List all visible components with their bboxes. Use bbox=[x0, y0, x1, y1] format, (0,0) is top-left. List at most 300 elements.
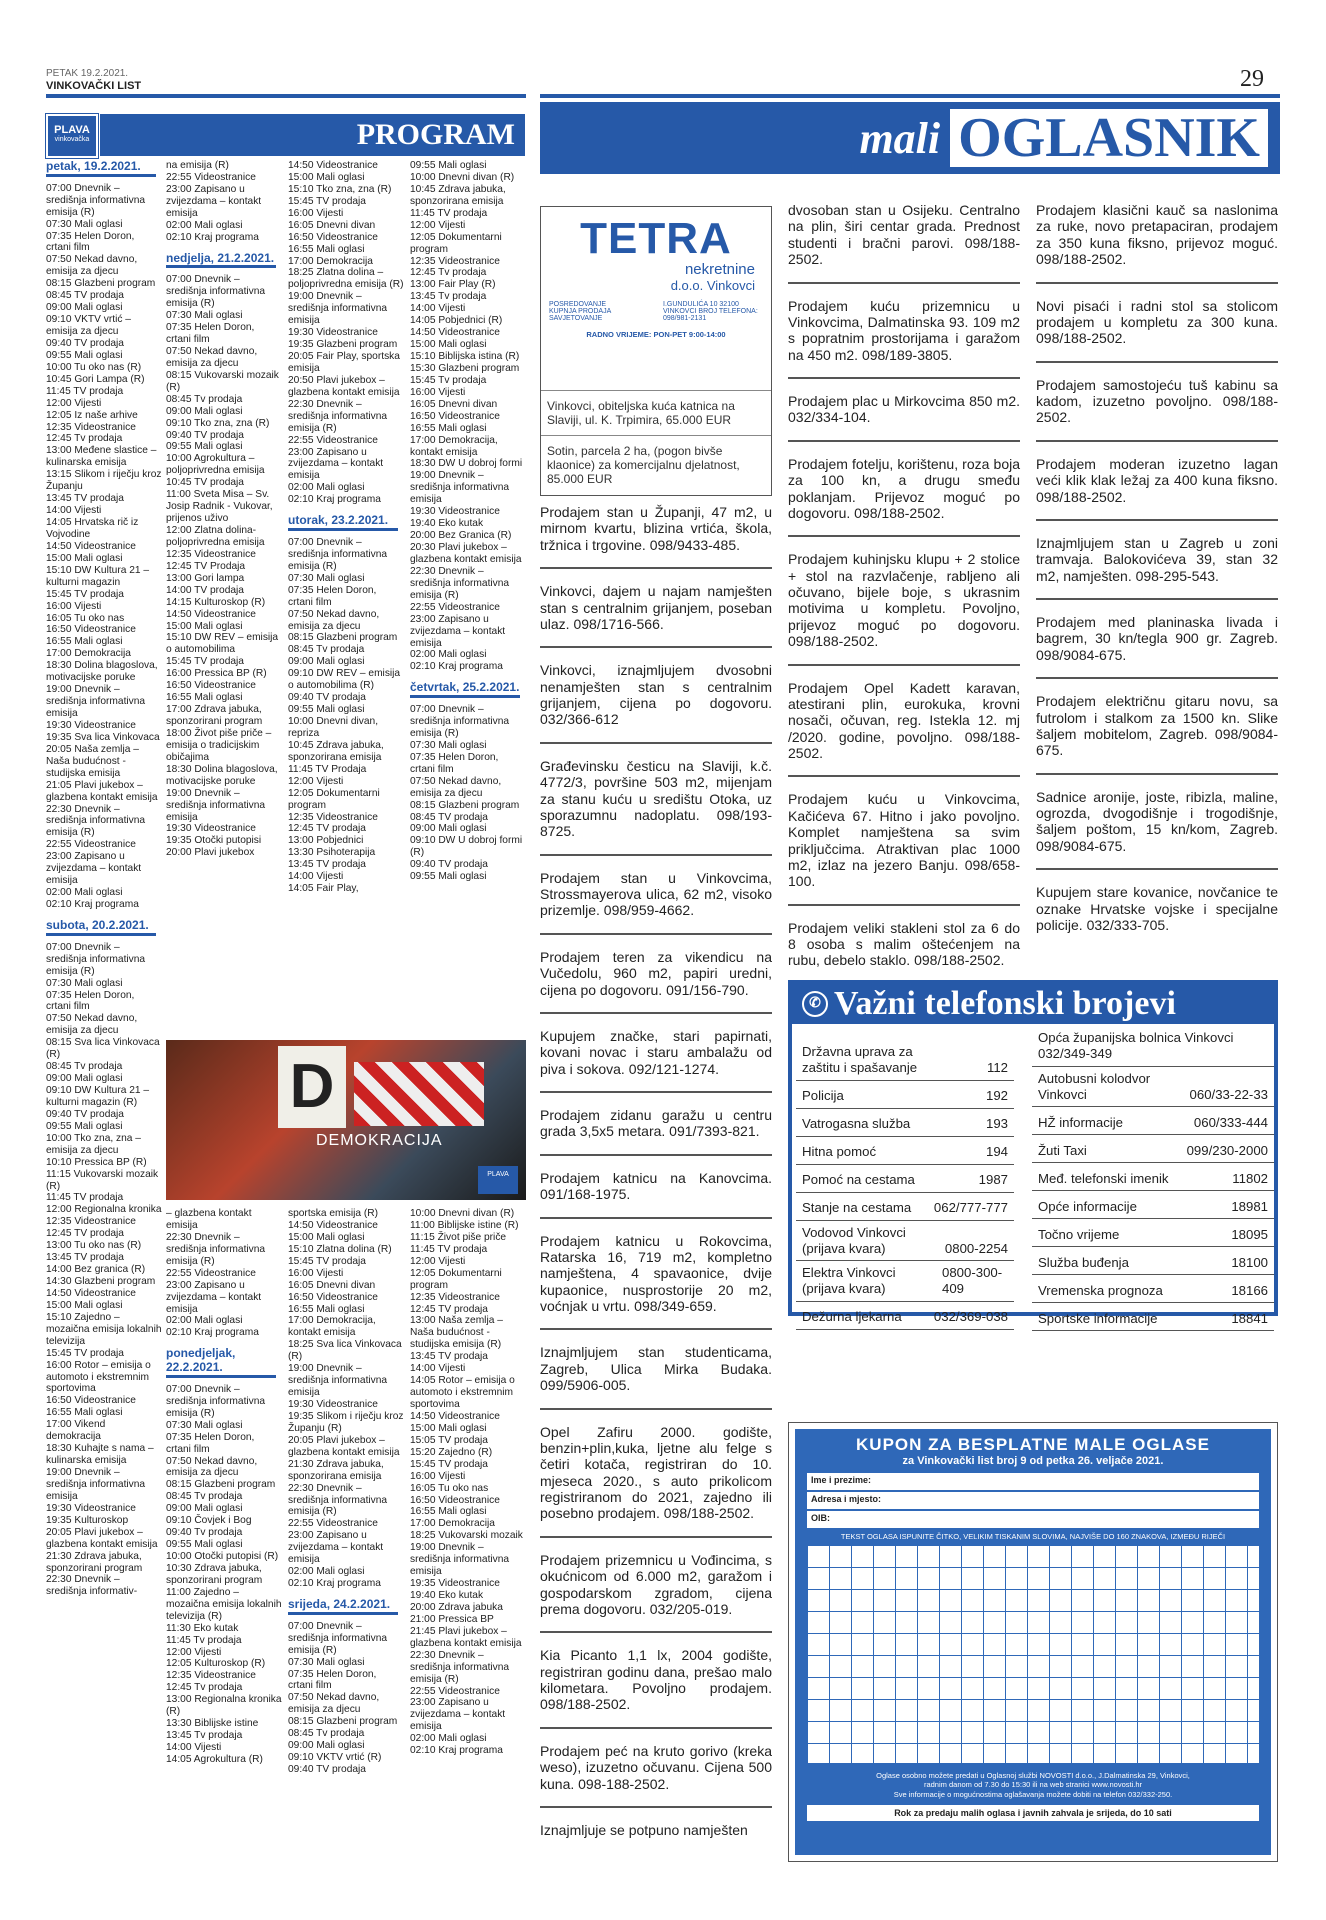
program-item: 07:50 Nekad davno, emisija za djecu bbox=[46, 1013, 138, 1037]
program-item: 16:55 Mali oglasi bbox=[166, 692, 243, 704]
phones-right-list bbox=[1032, 1067, 1274, 1332]
classified-ad: Prodajem med planinaska livada i bagrem, 30 kn/tegla 900 gr. Zagreb. 098/9084-675. bbox=[1036, 614, 1278, 679]
tetra-brand: TETRA bbox=[580, 214, 732, 263]
classified-ad: Prodajem kuću u Vinkovcima, Kačićeva 67. Hitno i jako povoljno. Komplet namještena sa svim priključcima. Atraktivan plac 1000 m2, izlaz na jezero Banju. 098/658-100. bbox=[788, 791, 1020, 905]
program-item: 19:00 Dnevnik – središnja informativna emisija bbox=[288, 291, 388, 327]
program-item: 20:05 Naša zemlja – Naša budućnost - studijska emisija bbox=[46, 743, 139, 779]
classified-ad: Prodajem stan u Vinkovcima, Strossmayerova ulica, 62 m2, visoko prizemlje. 098/959-4662. bbox=[540, 870, 772, 935]
program-item: 12:05 Dokumentarni program bbox=[288, 787, 380, 811]
classifieds-column-1 bbox=[540, 504, 772, 1874]
tv-column-2-top bbox=[166, 160, 282, 859]
program-item: 10:45 Gori Lampa (R) bbox=[46, 373, 145, 385]
program-item: 17:00 Zdrava jabuka, sponzorirani program bbox=[166, 704, 263, 728]
program-item: 16:50 Videostranice bbox=[288, 231, 378, 243]
classified-ad: Prodajem prizemnicu u Vođincima, s okućnicom od 6.000 m2, garažom i gospodarskom zgradom, cijena prema dogovoru. 032/205-019. bbox=[540, 1552, 772, 1634]
program-item: 19:40 Eko kutak bbox=[410, 518, 484, 530]
program-item: 09:00 Mali oglasi bbox=[166, 405, 243, 417]
program-item: 13:45 TV prodaja bbox=[46, 1252, 124, 1264]
program-item: na emisija (R) bbox=[166, 160, 229, 171]
classified-ad: Prodajem veliki stakleni stol za 6 do 8 osoba s malim oštećenjem na rubu, debelo staklo. 098/188-2502. bbox=[788, 919, 1020, 969]
program-item: 13:45 TV prodaja bbox=[288, 859, 366, 871]
program-item: 02:10 Kraj programa bbox=[166, 231, 259, 243]
program-item: 09:40 TV prodaja bbox=[410, 859, 488, 871]
phone-service-name: Stanje na cestama bbox=[802, 1199, 912, 1215]
program-item: 15:10 DW Kultura 21 – kulturni magazin bbox=[46, 564, 150, 588]
program-item: 19:35 Sva lica Vinkovaca bbox=[46, 731, 160, 743]
program-item: 12:05 Kulturoskop (R) bbox=[166, 1658, 266, 1670]
program-item: 22:30 Dnevnik – središnja informativna emisija (R) bbox=[410, 565, 510, 601]
tetra-listing-2: Sotin, parcela 2 ha, (pogon bivše klaonice) za komercijalnu djelatnost, 85.000 EUR bbox=[547, 444, 740, 486]
program-item: 18:30 Dolina blagoslova, motivacijske poruke bbox=[166, 763, 278, 787]
program-item: 16:50 Videostranice bbox=[410, 410, 500, 422]
program-item: 16:50 Videostranice bbox=[46, 624, 136, 636]
phone-number: 18841 bbox=[1231, 1310, 1268, 1326]
phone-service-name: Hitna pomoć bbox=[802, 1143, 877, 1159]
program-item: 19:00 Dnevnik – središnja informativna emisija bbox=[166, 787, 266, 823]
program-item: 15:10 Zlatna dolina (R) bbox=[288, 1243, 392, 1255]
coupon-address-field[interactable]: Adresa i mjesto: bbox=[807, 1492, 1259, 1509]
tv-column-4-bottom bbox=[410, 1208, 526, 1757]
phone-service-name: Vatrogasna služba bbox=[802, 1115, 911, 1131]
program-item: 22:55 Videostranice bbox=[288, 1518, 378, 1530]
program-item: 14:50 Videostranice bbox=[46, 540, 136, 552]
program-item: 15:00 Mali oglasi bbox=[166, 620, 243, 632]
program-item: 12:45 TV prodaja bbox=[288, 823, 366, 835]
classified-ad: Kupujem značke, stari papirnati, kovani novac i staru ambalažu od piva i sokova. 092/121-1274. bbox=[540, 1028, 772, 1093]
logo-sub: vinkovačka bbox=[54, 136, 90, 143]
program-item: 08:15 Glazbeni program bbox=[46, 278, 156, 290]
letter-d-block: D bbox=[278, 1046, 346, 1128]
program-item: 19:30 Videostranice bbox=[288, 327, 378, 339]
program-item: 02:00 Mali oglasi bbox=[410, 1733, 487, 1745]
classified-ad: Prodajem moderan izuzetno lagan veći klik klak ležaj za 400 kuna fiksno. 098/188-2502. bbox=[1036, 456, 1278, 521]
program-item: 02:00 Mali oglasi bbox=[410, 649, 487, 661]
newspaper-name: VINKOVAČKI LIST bbox=[46, 80, 142, 92]
program-item: 14:00 Vijesti bbox=[46, 505, 102, 517]
phones-title-text: Važni telefonski brojevi bbox=[834, 985, 1176, 1022]
program-item: 22:30 Dnevnik – središnja informativna emisija (R) bbox=[288, 398, 388, 434]
program-item: 19:30 Videostranice bbox=[410, 506, 500, 518]
program-item: 20:50 Plavi jukebox – glazbena kontakt emisija bbox=[288, 374, 400, 398]
program-item: 11:45 TV prodaja bbox=[410, 1243, 488, 1255]
program-item: 20:05 Plavi jukebox – glazbena kontakt emisija bbox=[46, 1526, 158, 1550]
program-item: 19:00 Dnevnik – središnja informativna emisija bbox=[410, 470, 510, 506]
logo-text: PLAVA bbox=[54, 124, 90, 136]
program-item: 07:00 Dnevnik – središnja informativna emisija (R) bbox=[288, 1620, 388, 1656]
phone-number: 0800-2254 bbox=[944, 1240, 1008, 1256]
phone-service-name: Državna uprava za zaštitu i spašavanje bbox=[802, 1044, 918, 1075]
coupon-oib-field[interactable]: OIB: bbox=[807, 1511, 1259, 1528]
program-item: 12:45 Tv prodaja bbox=[46, 433, 123, 445]
program-item: sportska emisija (R) bbox=[288, 1208, 379, 1219]
program-item: 08:15 Sva lica Vinkovaca (R) bbox=[46, 1037, 160, 1061]
program-item: 22:55 Videostranice bbox=[410, 601, 500, 613]
program-item: 11:45 TV Prodaja bbox=[288, 763, 367, 775]
program-item: 08:15 Glazbeni program bbox=[288, 1716, 398, 1728]
program-item: 14:15 Kulturoskop (R) bbox=[166, 596, 266, 608]
program-item: 14:05 Hrvatska rič iz Vojvodine bbox=[46, 517, 139, 540]
program-item: 10:00 Tu oko nas (R) bbox=[46, 361, 142, 373]
program-item: 15:00 Mali oglasi bbox=[410, 339, 487, 351]
program-item: 18:25 Sva lica Vinkovaca (R) bbox=[288, 1339, 402, 1363]
phone-number: 099/230-2000 bbox=[1186, 1142, 1268, 1158]
program-item: 09:10 Čovjek i Bog bbox=[166, 1515, 252, 1527]
program-item: 10:00 Dnevni divan (R) bbox=[410, 1208, 515, 1219]
program-item: 08:15 Glazbeni program bbox=[288, 632, 398, 644]
coupon-foot-3: Sve informacije o mogućnostima oglašavanja možete dobiti na telefon 032/332-250. bbox=[893, 1789, 1173, 1799]
phone-row bbox=[796, 1193, 1014, 1221]
classified-ad: Prodajem stan u Županji, 47 m2, u mirnom kvartu, blizina vrtića, škola, tržnica i trgovine. 098/9433-485. bbox=[540, 504, 772, 569]
program-item: 23:00 Zapisano u zvijezdama – kontakt emisija bbox=[166, 1279, 262, 1315]
program-item: 13:00 Regionalna kronika (R) bbox=[166, 1694, 282, 1718]
phone-service-name: Vremenska prognoza bbox=[1038, 1282, 1163, 1298]
phone-service-name: Autobusni kolodvor Vinkovci bbox=[1038, 1070, 1151, 1102]
program-item: 15:00 Mali oglasi bbox=[288, 1231, 365, 1243]
phone-service-name: Služba buđenja bbox=[1038, 1254, 1129, 1270]
program-item: 19:00 Dnevnik – središnja informativna emisija bbox=[288, 1363, 388, 1399]
phones-title bbox=[792, 984, 1274, 1024]
program-item: 14:50 Videostranice bbox=[46, 1287, 136, 1299]
program-item: 13:45 TV prodaja bbox=[46, 493, 124, 505]
program-item: 13:00 Naša zemlja – Naša budućnost - studijska emisija (R) bbox=[410, 1315, 503, 1351]
phone-row bbox=[1032, 1135, 1274, 1163]
program-item: 19:35 Videostranice bbox=[410, 1578, 500, 1590]
program-item: 12:45 TV Prodaja bbox=[166, 560, 246, 572]
tv-column-3-top bbox=[288, 160, 404, 895]
phone-number: 18095 bbox=[1231, 1226, 1268, 1242]
program-item: 14:00 Bez granica (R) bbox=[46, 1264, 146, 1276]
program-item: 15:45 Tv prodaja bbox=[410, 374, 487, 386]
program-item: 15:45 TV prodaja bbox=[46, 588, 124, 600]
program-item: 20:00 Zdrava jabuka bbox=[410, 1601, 503, 1613]
program-item: 02:00 Mali oglasi bbox=[288, 1566, 365, 1578]
program-item: 15:45 TV prodaja bbox=[288, 195, 366, 207]
tetra-address: I.GUNDULIĆA 10 32100 VINKOVCI BROJ TELEFONA: 098/981-2131 bbox=[663, 301, 758, 322]
phone-row bbox=[796, 1221, 1014, 1262]
program-item: 13:00 Međene slastice – kulinarska emisija bbox=[46, 445, 157, 469]
phone-row bbox=[1032, 1247, 1274, 1275]
classified-ad: Kia Picanto 1,1 lx, 2004 godište, registriran godinu dana, prešao malo kilometara. Povoljno prodajem. 098/188-2502. bbox=[540, 1647, 772, 1729]
program-item: 07:30 Mali oglasi bbox=[166, 1419, 243, 1431]
classified-ad: Prodajem električnu gitaru novu, sa futrolom i stalkom za 1500 kn. Slike šaljem mobitelom, Zagreb. 098/9084-675. bbox=[1036, 693, 1278, 775]
program-item: 16:05 Tu oko nas bbox=[410, 1482, 489, 1494]
program-item: 13:30 Psihoterapija bbox=[288, 847, 376, 859]
program-item: 09:00 Mali oglasi bbox=[46, 1073, 123, 1085]
program-item: 16:50 Videostranice bbox=[288, 1291, 378, 1303]
program-item: 07:50 Nekad davno, emisija za djecu bbox=[46, 254, 138, 278]
program-item: 08:45 TV prodaja bbox=[46, 290, 124, 302]
program-item: 12:00 Regionalna kronika bbox=[46, 1204, 162, 1216]
program-item: 14:50 Videostranice bbox=[410, 1410, 500, 1422]
phone-number: 060/333-444 bbox=[1193, 1114, 1268, 1130]
program-item: 18:25 Vukovarski mozaik bbox=[410, 1530, 523, 1542]
program-item: 20:30 Plavi jukebox – glazbena kontakt emisija bbox=[410, 542, 522, 565]
classified-ad: Prodajem katnicu na Kanovcima. 091/168-1975. bbox=[540, 1170, 772, 1219]
program-item: 11:15 Život piše priče bbox=[410, 1231, 507, 1243]
program-item: 14:05 Fair Play, bbox=[288, 883, 359, 895]
program-item: 12:00 Vijesti bbox=[166, 1646, 222, 1658]
classified-ad: Iznajmljujem stan u Zagreb u zoni tramvaja. Balokovićeva 39, stan 32 m2, namješten. 098-295-543. bbox=[1036, 535, 1278, 600]
program-item: 19:30 Videostranice bbox=[46, 1502, 136, 1514]
program-item: 14:50 Videostranice bbox=[410, 327, 500, 339]
program-item: 08:45 Tv prodaja bbox=[288, 1728, 365, 1740]
program-item: 14:05 Pobjednici (R) bbox=[410, 315, 503, 327]
tv-column-3-bottom bbox=[288, 1208, 404, 1776]
header-rule-right bbox=[540, 94, 1280, 98]
coupon-foot-1: Oglase osobno možete predati u Oglasnoj službi NOVOSTI d.o.o., J.Dalmatinska 29, Vinkovci, bbox=[876, 1771, 1190, 1780]
program-item: 09:10 VKTV vrtić (R) bbox=[288, 1752, 382, 1764]
program-item: 16:00 Vijesti bbox=[46, 600, 102, 612]
program-item: 16:00 Vijesti bbox=[288, 207, 344, 219]
program-item: 16:00 Vijesti bbox=[410, 1470, 466, 1482]
phone-number: 032/369-038 bbox=[933, 1309, 1008, 1325]
program-item: 15:10 Biblijska istina (R) bbox=[410, 351, 520, 362]
program-item: 08:45 Tv prodaja bbox=[166, 393, 243, 405]
phone-row bbox=[796, 1109, 1014, 1137]
program-item: 19:35 Kulturoskop bbox=[46, 1514, 129, 1526]
phone-icon: ✆ bbox=[802, 991, 828, 1017]
program-item: 14:50 Videostranice bbox=[288, 160, 378, 171]
plava-logo bbox=[46, 114, 98, 158]
coupon-text-grid[interactable] bbox=[807, 1545, 1259, 1763]
classified-ad: Sadnice aronije, joste, ribizla, maline, ogrozda, dvogodišnje i trogodišnje, šaljem poštom, 15 kn/kom, Zagreb. 098/9084-675. bbox=[1036, 789, 1278, 871]
program-item: 22:30 Dnevnik – središnja informativ- bbox=[46, 1574, 138, 1598]
day-heading: nedjelja, 21.2.2021. bbox=[166, 252, 276, 269]
phone-service-name: Opće informacije bbox=[1038, 1198, 1137, 1214]
phone-number: 18166 bbox=[1231, 1282, 1268, 1298]
tv-column-4-top bbox=[410, 160, 526, 883]
demokracija-photo bbox=[166, 1040, 526, 1200]
classified-ad: Prodajem Opel Kadett karavan, atestirani plin, eurokuka, krovni nosači, očuvan, reg. Istekla 12. mj /2020. godine, povoljno. 098/188-2502. bbox=[788, 680, 1020, 778]
program-item: 09:10 DW REV – emisija o automobilima (R) bbox=[288, 668, 401, 692]
phone-row bbox=[1032, 1303, 1274, 1331]
program-item: 15:45 TV prodaja bbox=[410, 1458, 488, 1470]
coupon-foot-2: radnim danom od 7.30 do 15:30 ili na web stranici www.novosti.hr bbox=[923, 1780, 1143, 1790]
program-item: 02:00 Mali oglasi bbox=[288, 482, 365, 494]
program-item: 13:30 Biblijske istine bbox=[166, 1718, 259, 1730]
program-item: 19:00 Dnevnik – središnja informativna emisija bbox=[410, 1542, 510, 1578]
program-item: 12:35 Videostranice bbox=[288, 811, 378, 823]
header-rule-left bbox=[46, 94, 526, 98]
program-item: 11:45 TV prodaja bbox=[46, 1192, 124, 1204]
program-item: 22:30 Dnevnik – središnja informativna emisija (R) bbox=[46, 803, 146, 839]
program-item: 07:30 Mali oglasi bbox=[410, 739, 487, 751]
day-heading: subota, 20.2.2021. bbox=[46, 919, 156, 936]
classified-ad: dvosoban stan u Osijeku. Centralno na plin, širi centar grada. Prednost studenti i bračni parovi. 098/188-2502. bbox=[788, 202, 1020, 284]
classifieds-column-2 bbox=[788, 202, 1020, 997]
program-item: 13:45 Tv prodaja bbox=[166, 1730, 243, 1742]
program-item: 09:00 Mali oglasi bbox=[166, 1503, 243, 1515]
program-item: 13:00 Tu oko nas (R) bbox=[46, 1240, 142, 1252]
program-item: 22:55 Videostranice bbox=[410, 1685, 500, 1697]
phone-number: 062/777-777 bbox=[933, 1199, 1008, 1215]
phone-number: 18100 bbox=[1231, 1254, 1268, 1270]
phone-service-name: Međ. telefonski imenik bbox=[1038, 1170, 1169, 1186]
program-item: 15:00 Mali oglasi bbox=[288, 171, 365, 183]
program-item: 16:50 Videostranice bbox=[410, 1494, 500, 1506]
coupon-footer bbox=[801, 1771, 1265, 1799]
program-item: 08:45 Tv prodaja bbox=[46, 1061, 123, 1073]
program-item: 20:05 Plavi jukebox – glazbena kontakt emisija bbox=[288, 1434, 400, 1458]
program-item: 09:55 Mali oglasi bbox=[46, 1120, 123, 1132]
program-item: 18:30 DW U dobroj formi bbox=[410, 458, 523, 470]
page-number: 29 bbox=[1240, 66, 1264, 92]
program-item: 14:00 Vijesti bbox=[410, 303, 466, 315]
program-item: 07:35 Helen Doron, crtani film bbox=[166, 1431, 255, 1455]
classified-ad: Prodajem klasični kauč sa naslonima za ruke, novo pretapaciran, prodajem za 350 kuna fiksno, prijevoz moguć. 098/188-2502. bbox=[1036, 202, 1278, 284]
program-item: 15:45 TV prodaja bbox=[166, 656, 244, 668]
program-item: – glazbena kontakt emisija bbox=[166, 1208, 252, 1231]
program-item: 12:45 Tv prodaja bbox=[166, 1682, 243, 1694]
classified-ad: Vinkovci, dajem u najam namješten stan s centralnim grijanjem, poseban ulaz. 098/1716-566. bbox=[540, 583, 772, 648]
program-item: 07:30 Mali oglasi bbox=[166, 310, 243, 322]
phone-service-name: Policija bbox=[802, 1087, 844, 1103]
phone-service-name: Vodovod Vinkovci (prijava kvara) bbox=[802, 1224, 906, 1256]
oglasnik-mali: mali bbox=[859, 113, 941, 163]
program-item: 17:00 Demokracija, kontakt emisija bbox=[410, 434, 498, 458]
program-item: 13:00 Gori lampa bbox=[166, 572, 245, 584]
program-item: 12:00 Vijesti bbox=[288, 775, 344, 787]
day-heading: petak, 19.2.2021. bbox=[46, 160, 156, 177]
program-item: 15:00 Mali oglasi bbox=[46, 1299, 123, 1311]
program-item: 12:35 Videostranice bbox=[410, 1291, 500, 1303]
program-item: 10:30 Zdrava jabuka, sponzorirani program bbox=[166, 1562, 263, 1586]
channel-badge bbox=[478, 1166, 518, 1194]
program-item: 13:00 Pobjednici bbox=[288, 835, 364, 847]
classified-ad: Prodajem kuhinjsku klupu + 2 stolice + stol na razvlačenje, rabljeno ali očuvano, bijele boje, s ukrasnim motivima u kompletu. Povoljno, prijevoz moguć po dogovoru. 098/188-2502. bbox=[788, 551, 1020, 665]
program-item: 16:50 Videostranice bbox=[46, 1395, 136, 1407]
phone-service-name: Točno vrijeme bbox=[1038, 1226, 1120, 1242]
program-item: 10:00 Agrokultura – poljoprivredna emisija bbox=[166, 453, 265, 477]
day-heading: četvrtak, 25.2.2021. bbox=[410, 681, 520, 698]
program-item: 09:55 Mali oglasi bbox=[46, 349, 123, 361]
program-item: 14:05 Agrokultura (R) bbox=[166, 1753, 263, 1765]
program-item: 12:00 Zlatna dolina-poljoprivredna emisija bbox=[166, 525, 265, 548]
program-item: 09:40 Tv prodaja bbox=[166, 1527, 243, 1539]
program-item: 07:00 Dnevnik – središnja informativna emisija (R) bbox=[166, 1383, 266, 1419]
program-item: 15:45 TV prodaja bbox=[288, 1255, 366, 1267]
phones-left-column bbox=[796, 1040, 1014, 1330]
program-item: 22:30 Dnevnik – središnja informativna emisija (R) bbox=[410, 1649, 510, 1685]
program-item: 11:30 Eko kutak bbox=[166, 1622, 239, 1634]
program-item: 14:50 Videostranice bbox=[166, 608, 256, 620]
program-item: 20:05 Fair Play, sportska emisija bbox=[288, 351, 400, 374]
program-item: 15:10 Zajedno – mozaična emisija lokalnih televizija bbox=[46, 1311, 162, 1347]
program-item: 18:00 Život piše priče – emisija o tradicijskim običajima bbox=[166, 727, 272, 763]
program-item: 08:15 Glazbeni program bbox=[410, 799, 520, 811]
program-item: 10:00 Tko zna, zna – emisija za djecu bbox=[46, 1132, 141, 1156]
tetra-listing-1: Vinkovci, obiteljska kuća katnica na Slaviji, ul. K. Trpimira, 65.000 EUR bbox=[541, 391, 771, 436]
program-item: 21:05 Plavi jukebox – glazbena kontakt emisija bbox=[46, 779, 158, 803]
program-item: 19:40 Eko kutak bbox=[410, 1590, 484, 1601]
program-item: 12:00 Vijesti bbox=[46, 397, 102, 409]
program-item: 16:00 Rotor – emisija o automoto i ekstremnim sportovima bbox=[46, 1359, 151, 1395]
program-item: 16:05 Dnevni divan bbox=[410, 398, 498, 410]
program-item: 08:45 TV prodaja bbox=[410, 811, 488, 823]
program-item: 07:35 Helen Doron, crtani film bbox=[166, 322, 255, 346]
program-item: 07:50 Nekad davno, emisija za djecu bbox=[288, 608, 380, 632]
program-item: 21:45 Plavi jukebox – glazbena kontakt emisija bbox=[410, 1625, 522, 1649]
program-item: 13:45 Tv prodaja bbox=[410, 291, 487, 303]
program-item: 10:45 Zdrava jabuka, sponzorirana emisija bbox=[410, 183, 506, 207]
program-item: 12:00 Vijesti bbox=[410, 219, 466, 231]
oglasnik-banner bbox=[540, 102, 1280, 174]
program-item: 09:40 TV prodaja bbox=[288, 692, 366, 704]
program-item: 02:00 Mali oglasi bbox=[166, 1315, 243, 1327]
coupon-title: KUPON ZA BESPLATNE MALE OGLASE bbox=[856, 1435, 1210, 1454]
program-item: 13:00 Fair Play (R) bbox=[410, 279, 496, 291]
phone-row bbox=[1032, 1107, 1274, 1135]
program-item: 07:30 Mali oglasi bbox=[288, 572, 365, 584]
program-item: 16:05 Tu oko nas bbox=[46, 612, 125, 624]
program-item: 07:35 Helen Doron, crtani film bbox=[288, 1668, 377, 1692]
program-item: 10:45 Zdrava jabuka, sponzorirana emisija bbox=[288, 739, 384, 763]
coupon-name-field[interactable]: Ime i prezime: bbox=[807, 1473, 1259, 1490]
program-item: 16:00 Vijesti bbox=[410, 386, 466, 398]
phone-row bbox=[796, 1137, 1014, 1165]
coupon-free-ads bbox=[788, 1422, 1278, 1862]
program-item: 20:00 Plavi jukebox bbox=[166, 847, 255, 859]
program-item: 09:00 Mali oglasi bbox=[46, 302, 123, 314]
program-item: 11:00 Sveta Misa – Sv. Josip Radnik - Vukovar, prijenos uživo bbox=[166, 489, 273, 525]
tv-column-1 bbox=[46, 160, 162, 1598]
program-item: 16:55 Mali oglasi bbox=[288, 243, 365, 255]
program-item: 16:05 Dnevni divan bbox=[288, 1279, 376, 1291]
program-item: 17:00 Demokracija bbox=[46, 648, 131, 660]
program-item: 22:30 Dnevnik – središnja informativna emisija (R) bbox=[288, 1482, 388, 1518]
issue-date: PETAK 19.2.2021. bbox=[46, 68, 129, 79]
program-item: 10:45 TV prodaja bbox=[166, 477, 244, 489]
program-item: 09:55 Mali oglasi bbox=[410, 160, 487, 171]
day-heading: ponedjeljak, 22.2.2021. bbox=[166, 1347, 276, 1378]
phone-service-name: Sportske informacije bbox=[1038, 1310, 1158, 1326]
program-item: 16:55 Mali oglasi bbox=[410, 422, 487, 434]
classified-ad: Građevinsku česticu na Slaviji, k.č. 4772/3, površine 503 m2, mijenjam za stanu kuću u središtu Otoka, uz sporazumnu nadoplatu. 098/193-8725. bbox=[540, 758, 772, 856]
program-item: 14:05 Rotor – emisija o automoto i ekstremnim sportovima bbox=[410, 1375, 515, 1410]
program-item: 08:15 Glazbeni program bbox=[166, 1479, 276, 1491]
croatian-flag-image bbox=[354, 1062, 484, 1126]
program-item: 07:00 Dnevnik – središnja informativna emisija (R) bbox=[166, 274, 266, 310]
program-item: 16:05 Dnevni divan bbox=[288, 219, 376, 231]
program-item: 09:40 TV prodaja bbox=[46, 337, 124, 349]
program-item: 12:35 Videostranice bbox=[410, 255, 500, 267]
phone-row-hospital bbox=[1032, 1026, 1274, 1067]
program-item: 22:55 Videostranice bbox=[166, 1267, 256, 1279]
program-item: 21:30 Zdrava jabuka, sponzorirani program bbox=[46, 1550, 143, 1574]
program-item: 09:40 TV prodaja bbox=[166, 429, 244, 441]
program-item: 21:00 Pressica BP bbox=[410, 1613, 494, 1625]
program-item: 12:45 TV prodaja bbox=[46, 1228, 124, 1240]
program-item: 15:10 DW REV – emisija o automobilima bbox=[166, 632, 279, 656]
program-item: 11:00 Biblijske istine (R) bbox=[410, 1219, 519, 1231]
program-item: 19:35 Otočki putopisi bbox=[166, 835, 262, 847]
program-item: 19:30 Videostranice bbox=[288, 1399, 378, 1410]
program-item: 19:30 Videostranice bbox=[46, 719, 136, 731]
program-item: 10:00 Otočki putopisi (R) bbox=[166, 1551, 279, 1563]
program-item: 09:10 VKTV vrtić – emisija za djecu bbox=[46, 314, 131, 338]
program-item: 09:55 Mali oglasi bbox=[288, 704, 365, 716]
program-item: 11:45 TV prodaja bbox=[410, 207, 488, 219]
program-item: 15:20 Zajedno (R) bbox=[410, 1446, 493, 1458]
program-item: 02:10 Kraj programa bbox=[288, 494, 381, 506]
program-item: 07:50 Nekad davno, emisija za djecu bbox=[166, 345, 258, 369]
program-item: 11:45 Tv prodaja bbox=[166, 1634, 242, 1646]
phone-number: 194 bbox=[985, 1143, 1008, 1159]
phone-row bbox=[1032, 1191, 1274, 1219]
phone-row bbox=[1032, 1219, 1274, 1247]
tetra-sub: nekretnine bbox=[684, 261, 755, 278]
tetra-advert bbox=[540, 206, 772, 496]
